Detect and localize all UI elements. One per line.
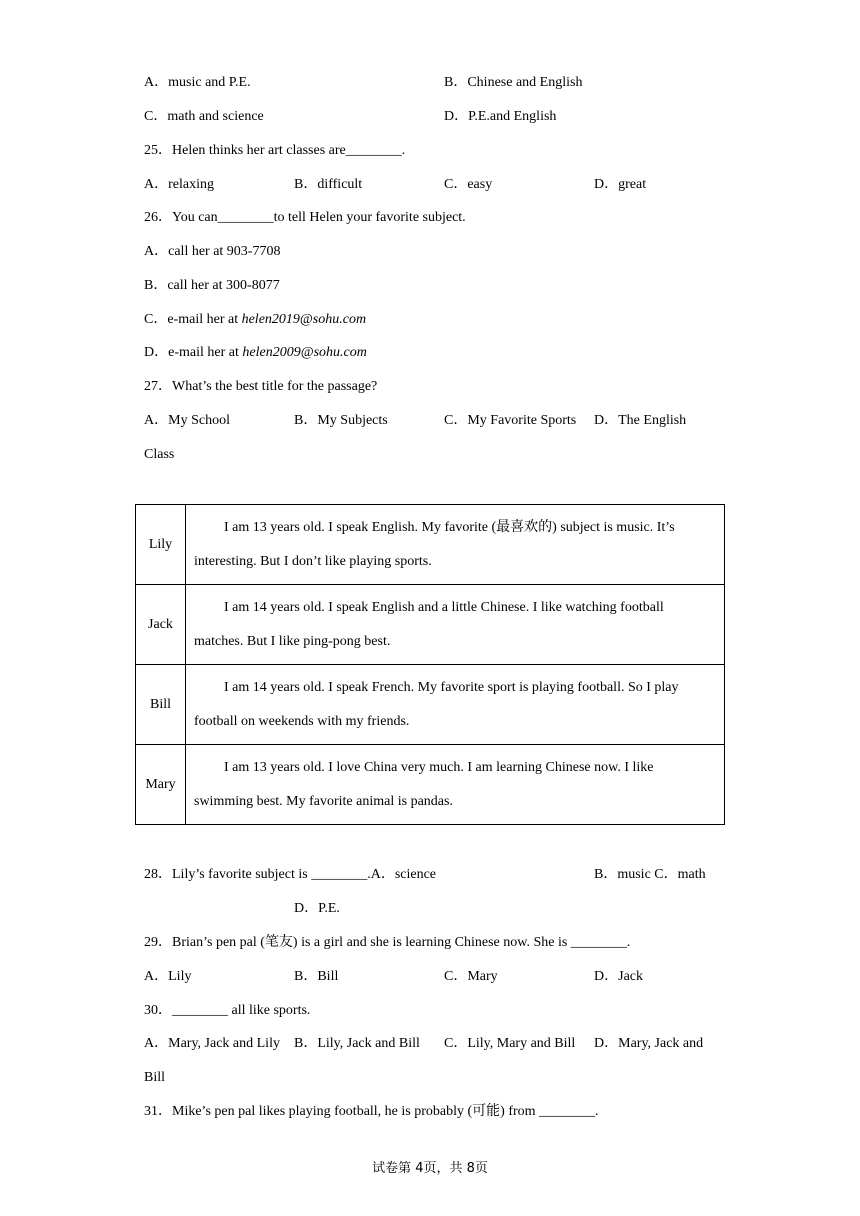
q25-option-a: A．relaxing — [144, 177, 214, 192]
q24-option-a: A．music and P.E. — [144, 75, 251, 90]
question-25: 25．Helen thinks her art classes are________. — [144, 143, 406, 158]
q27-option-c: C．My Favorite Sports — [444, 413, 577, 428]
q26-option-c: C．e‑mail her at helen2019@sohu.com — [144, 312, 367, 327]
pen-pal-name: Lily — [136, 505, 186, 585]
table-row — [136, 585, 725, 665]
q24-option-d: D．P.E.and English — [444, 109, 557, 124]
question-27: 27．What’s the best title for the passage? — [144, 379, 378, 394]
q26-option-d-email: helen2009@sohu.com — [242, 345, 367, 360]
q25-option-c: C．easy — [444, 177, 493, 192]
pen-pal-description: I am 14 years old. I speak French. My favorite sport is playing football. So I play football on weekends with my friends. — [186, 665, 725, 745]
page-footer: 试卷第 4页，共 8页 — [372, 1161, 488, 1176]
pen-pal-name: Jack — [136, 585, 186, 665]
q24-option-b: B．Chinese and English — [444, 75, 583, 90]
question-26: 26．You can________to tell Helen your favorite subject. — [144, 210, 466, 225]
pen-pal-description: I am 13 years old. I speak English. My favorite (最喜欢的) subject is music. It’s interesting. But I don’t like playing sports. — [186, 505, 725, 585]
q27-option-a: A．My School — [144, 413, 230, 428]
q30-option-a: A．Mary, Jack and Lily — [144, 1036, 280, 1051]
q28-option-d: D．P.E. — [294, 901, 340, 916]
q25-option-b: B．difficult — [294, 177, 363, 192]
q26-option-a: A．call her at 903‑7708 — [144, 244, 281, 259]
q25-option-d: D．great — [594, 177, 647, 192]
q26-option-d: D．e‑mail her at helen2009@sohu.com — [144, 345, 367, 360]
q27-option-d-wrap: Class — [144, 447, 175, 462]
q29-option-d: D．Jack — [594, 969, 644, 984]
pen-pal-description: I am 13 years old. I love China very much. I am learning Chinese now. I like swimming best. My favorite animal is pandas. — [186, 745, 725, 825]
q26-option-b: B．call her at 300‑8077 — [144, 278, 280, 293]
q30-option-d-wrap: Bill — [144, 1070, 166, 1085]
question-30: 30．________ all like sports. — [144, 1003, 311, 1018]
q30-option-b: B．Lily, Jack and Bill — [294, 1036, 420, 1051]
q27-option-d: D．The English — [594, 413, 687, 428]
question-29: 29．Brian’s pen pal (笔友) is a girl and she is learning Chinese now. She is ________. — [144, 935, 631, 950]
q28-option-a: A．science — [370, 867, 437, 882]
q30-option-d: D．Mary, Jack and — [594, 1036, 704, 1051]
table-row — [136, 665, 725, 745]
q24-option-c: C．math and science — [144, 109, 264, 124]
q30-option-c: C．Lily, Mary and Bill — [444, 1036, 576, 1051]
q26-option-c-email: helen2019@sohu.com — [241, 312, 367, 327]
table-row — [136, 505, 725, 585]
pen-pal-description: I am 14 years old. I speak English and a little Chinese. I like watching football matches. But I like ping-pong best. — [186, 585, 725, 665]
q27-option-b: B．My Subjects — [294, 413, 388, 428]
q29-option-c: C．Mary — [444, 969, 498, 984]
question-31: 31．Mike’s pen pal likes playing football, he is probably (可能) from ________. — [144, 1104, 599, 1119]
pen-pal-name: Bill — [136, 665, 186, 745]
q29-option-a: A．Lily — [144, 969, 192, 984]
pen-pal-name: Mary — [136, 745, 186, 825]
pen-pal-table — [135, 504, 725, 825]
table-row — [136, 745, 725, 825]
q28-option-b-c: B．music C．math — [594, 867, 706, 882]
q29-option-b: B．Bill — [294, 969, 339, 984]
question-28: 28．Lily’s favorite subject is ________.A．science — [144, 867, 437, 882]
